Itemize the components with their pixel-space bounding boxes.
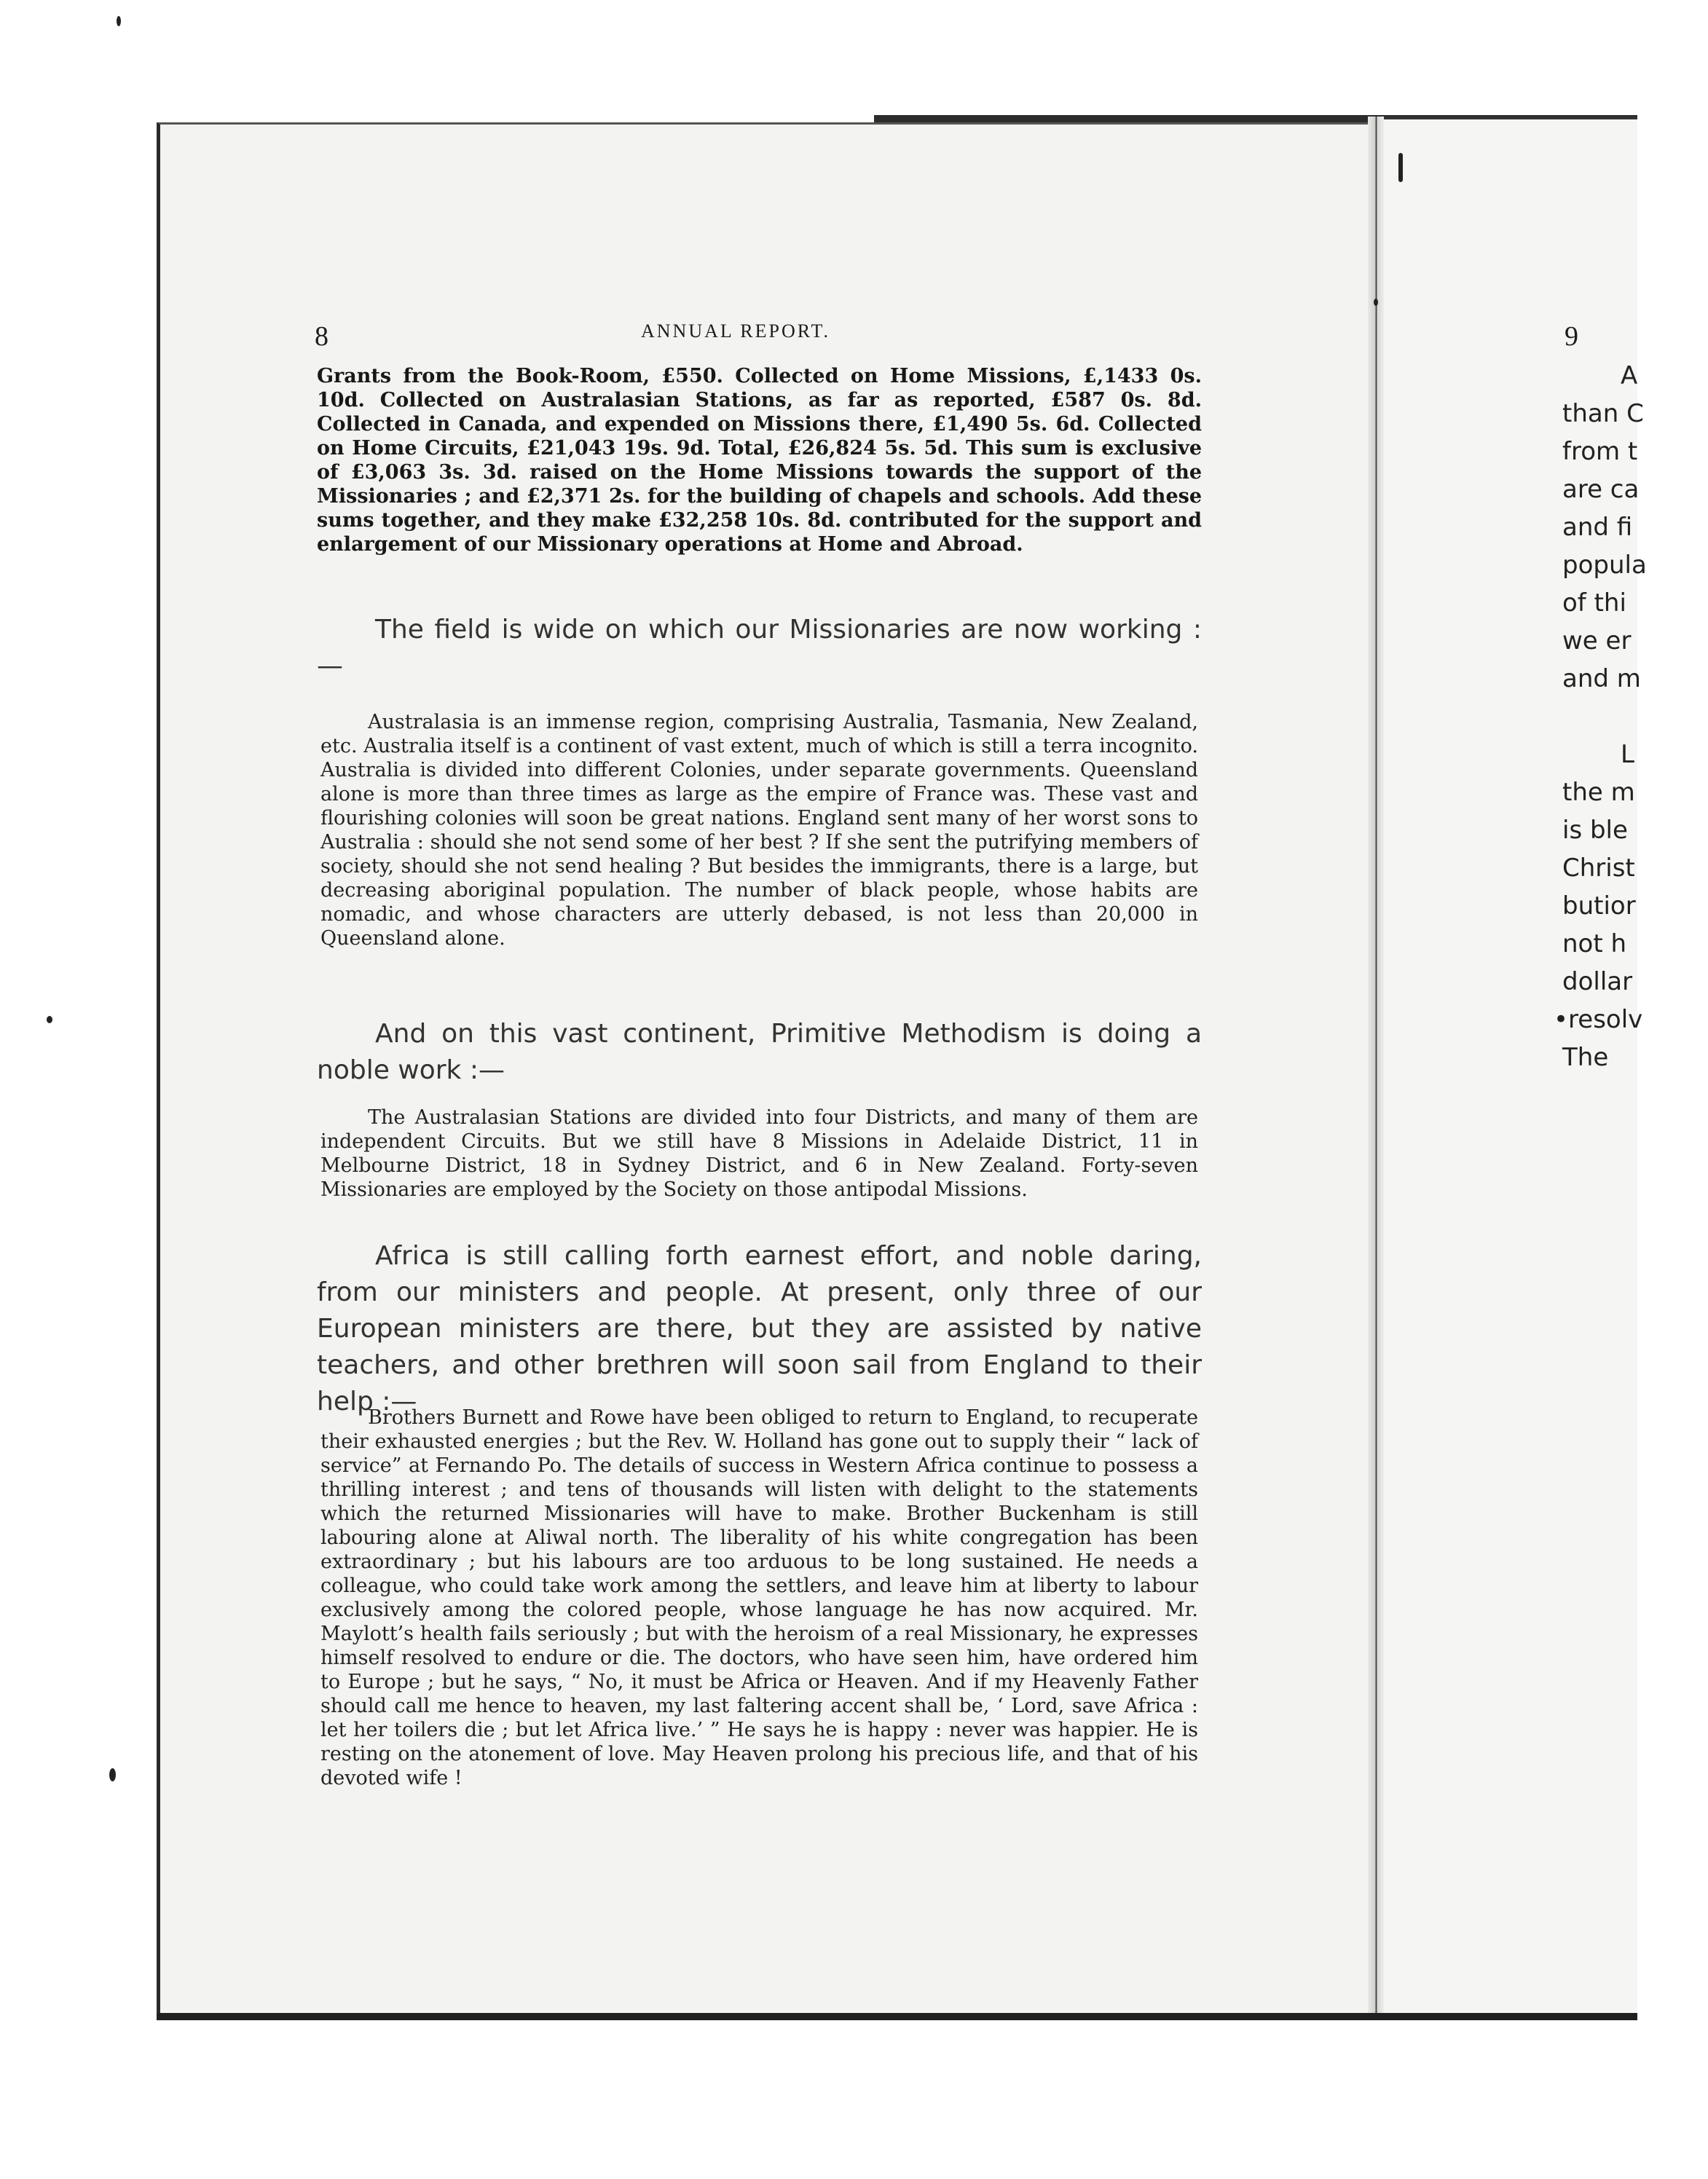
right-line: and m	[1562, 664, 1641, 693]
right-line: dollar	[1562, 967, 1633, 996]
scan-speck	[109, 1768, 116, 1781]
intro-financial-block: Grants from the Book-Room, £550. Collected on Home Missions, £,1433 0s. 10d. Collected on Australasian Stations, as far as reported, £587 0s. 8d. Collected in Canada, and expended on Missions there, £1,490 5s. 6d. Collected on Home Circuits, £21,043 19s. 9d. Total, £26,824 5s. 5d. This sum is exclusive of £3,063 3s. 3d. raised on the Home Missions towards the support of the Missionaries ; and £2,371 2s. for the building of chapels and schools. Add these sums together, and they make £32,258 10s. 8d. contributed for the support and enlargement of our Missionary operations at Home and Abroad.	[317, 365, 1202, 556]
right-line: L	[1621, 740, 1634, 769]
right-page-text	[1554, 357, 1708, 1076]
right-line: A	[1621, 361, 1638, 390]
paragraph-africa: Africa is still calling forth earnest effort, and noble daring, from our ministers and people. At present, only three of our European ministers are there, but they are assisted by native teachers, and other brethren will soon sail from England to their help :—	[317, 1241, 1202, 1416]
right-line: than C	[1562, 399, 1644, 428]
right-line: from t	[1562, 437, 1638, 466]
right-line: is ble	[1562, 816, 1628, 845]
right-line: we er	[1562, 626, 1632, 655]
block-brothers: Brothers Burnett and Rowe have been obliged to return to England, to recuperate their exhausted energies ; but the Rev. W. Holland has gone out to supply their “ lack of service” at Fernando Po. The details of success in Western Africa continue to possess a thrilling interest ; and tens of thousands will listen with delight to the statements which the returned Missionaries will have to make. Brother Buckenham is still labouring alone at Aliwal north. The liberality of his white congregation has been extraordinary ; but his labours are too arduous to be long sustained. He needs a colleague, who could take work among the settlers, and leave him at liberty to labour exclusively among the colored people, whose language he has now acquired. Mr. Maylott’s health fails seriously ; but with the heroism of a real Missionary, he expresses himself resolved to endure or die. The doctors, who have seen him, have ordered him to Europe ; but he says, “ No, it must be Africa or Heaven. And if my Heavenly Father should call me hence to heaven, my last faltering accent shall be, ‘ Lord, save Africa : let her toilers die ; but let Africa live.’ ” He says he is happy : never was happier. He is resting on the atonement of love. May Heaven prolong his precious life, and that of his devoted wife !	[320, 1406, 1198, 1789]
paragraph-continent: And on this vast continent, Primitive Methodism is doing a noble work :—	[317, 1019, 1202, 1085]
right-line: not h	[1562, 929, 1627, 958]
scan-speck	[1374, 299, 1378, 306]
scan-speck	[47, 1016, 52, 1023]
book-gutter	[1368, 117, 1384, 2017]
right-line: Christ	[1562, 854, 1635, 883]
paragraph-field: The field is wide on which our Missionaries are now working :—	[317, 615, 1202, 681]
scan-speck	[1398, 153, 1403, 182]
block-districts: The Australasian Stations are divided into four Districts, and many of them are independent Circuits. But we still have 8 Missions in Adelaide District, 11 in Melbourne District, 18 in Sydney District, and 6 in New Zealand. Forty-seven Missionaries are employed by the Society on those antipodal Missions.	[320, 1106, 1198, 1201]
page-number-left: 8	[315, 321, 328, 352]
page-number-right: 9	[1565, 321, 1578, 352]
right-line: are ca	[1562, 475, 1640, 504]
right-line: •resolv	[1554, 1005, 1643, 1034]
right-line: butior	[1562, 891, 1636, 921]
right-line: popula	[1562, 551, 1647, 580]
right-line: and fi	[1562, 513, 1633, 542]
scan-speck	[117, 16, 121, 26]
right-line: the m	[1562, 778, 1635, 807]
right-line	[1562, 698, 1708, 736]
block-australasia: Australasia is an immense region, comprising Australia, Tasmania, New Zealand, etc. Australia itself is a continent of vast extent, much of which is still a terra incognito. Australia is divided into different Colonies, under separate governments. Queensland alone is more than three times as large as the empire of France was. These vast and flourishing colonies will soon be great nations. England sent many of her worst sons to Australia : should she not send some of her best ? If she sent the putrifying members of society, should she not send healing ? But besides the immigrants, there is a large, but decreasing aboriginal population. The number of black people, whose habits are nomadic, and whose characters are utterly debased, is not less than 20,000 in Queensland alone.	[320, 711, 1198, 950]
right-line: The	[1562, 1043, 1609, 1072]
running-head: ANNUAL REPORT.	[641, 320, 830, 342]
bottom-page-edge	[157, 2013, 1637, 2020]
right-line: of thi	[1562, 588, 1626, 618]
